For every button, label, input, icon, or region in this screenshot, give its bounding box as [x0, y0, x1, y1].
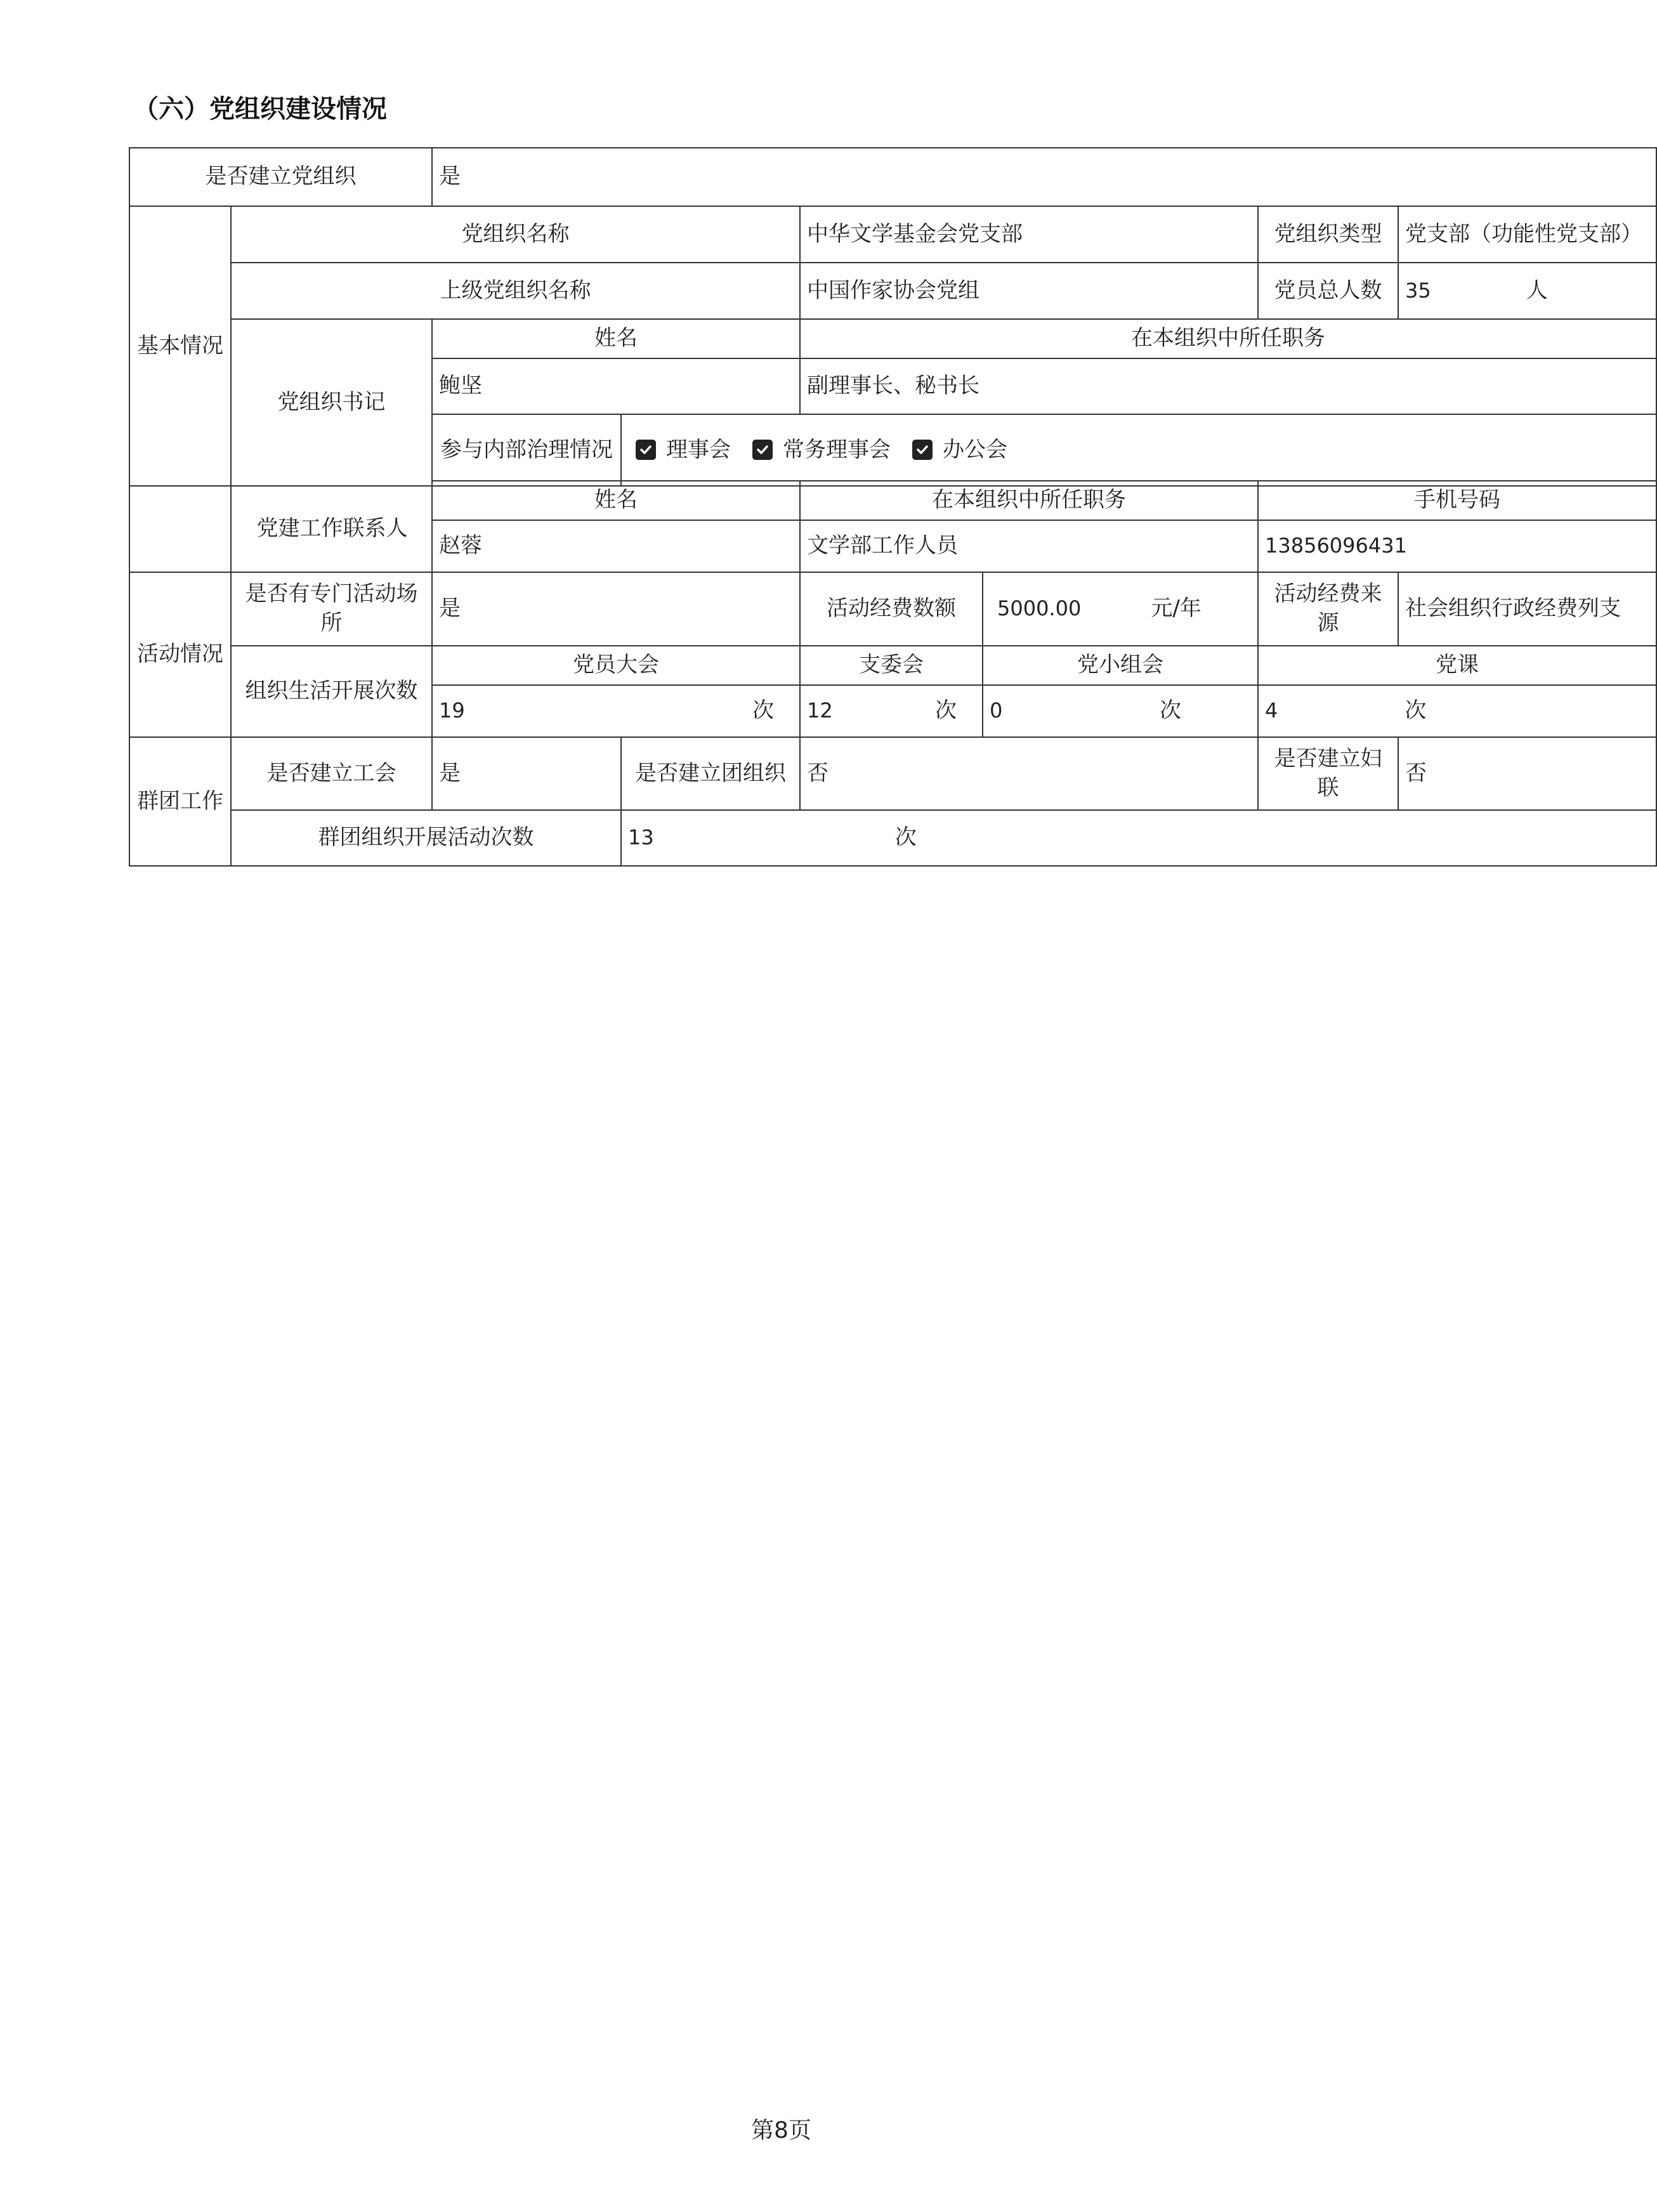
basic-section-continuation [129, 481, 231, 572]
meeting-count-unit: 次 [935, 698, 957, 724]
section-heading: （六）党组织建设情况 [133, 95, 387, 124]
contact-label-overlay: 党建工作联系人 [256, 515, 408, 541]
governance-option-label: 常务理事会 [783, 436, 891, 462]
established-label: 是否建立党组织 [129, 148, 432, 206]
page-number: 第8页 [751, 2117, 811, 2143]
mass-activities-cell [621, 810, 1656, 866]
established-value: 是 [432, 148, 1656, 206]
funds-source-value: 社会组织行政经费列支 [1398, 572, 1656, 646]
mass-activities-label: 群团组织开展活动次数 [231, 810, 621, 866]
mass-activities-value: 13 [628, 825, 654, 850]
parent-org-label: 上级党组织名称 [231, 263, 800, 319]
contact-post: 文学部工作人员 [800, 520, 1258, 572]
parent-org-value: 中国作家协会党组 [800, 263, 1258, 319]
meeting-count-cell [432, 685, 800, 737]
org-type-value: 党支部（功能性党支部） [1398, 206, 1656, 263]
contact-name-header: 姓名 [432, 481, 800, 520]
meeting-count: 4 [1265, 698, 1278, 723]
meeting-type-lecture: 党课 [1258, 646, 1656, 685]
checkbox-checked-icon[interactable] [912, 440, 933, 460]
union-label: 是否建立工会 [231, 737, 432, 810]
mass-section-label: 群团工作 [129, 737, 231, 866]
members-unit: 人 [1526, 277, 1548, 303]
meeting-type-group: 党小组会 [983, 646, 1258, 685]
meetings-label: 组织生活开展次数 [231, 646, 432, 737]
meeting-type-branch-committee: 支委会 [800, 646, 983, 685]
funds-cell [983, 572, 1258, 646]
secretary-name-header: 姓名 [432, 319, 800, 358]
mass-activities-unit: 次 [894, 825, 917, 851]
governance-option-office-meeting[interactable] [912, 436, 1007, 465]
league-value: 否 [800, 737, 1258, 810]
contact-post-header: 在本组织中所任职务 [800, 481, 1258, 520]
meeting-count: 0 [990, 698, 1003, 723]
funds-unit: 元/年 [1151, 596, 1202, 622]
checkbox-checked-icon[interactable] [752, 440, 773, 460]
venue-label: 是否有专门活动场所 [231, 572, 432, 646]
funds-label: 活动经费数额 [800, 572, 983, 646]
governance-option-standing-board[interactable] [752, 436, 891, 465]
org-type-label: 党组织类型 [1258, 206, 1398, 263]
meeting-count-unit: 次 [1160, 698, 1181, 724]
secretary-post: 副理事长、秘书长 [800, 358, 1656, 414]
union-value: 是 [432, 737, 621, 810]
members-cell [1398, 263, 1656, 319]
secretary-label: 党组织书记 [231, 319, 432, 486]
org-name-label: 党组织名称 [231, 206, 800, 263]
venue-value: 是 [432, 572, 800, 646]
secretary-name: 鲍坚 [432, 358, 800, 414]
governance-option-board[interactable] [636, 436, 731, 465]
checkbox-checked-icon[interactable] [636, 440, 656, 460]
meeting-count: 12 [807, 698, 833, 723]
activity-section-label: 活动情况 [129, 572, 231, 737]
governance-option-label: 办公会 [943, 436, 1007, 462]
women-value: 否 [1398, 737, 1656, 810]
meeting-count-cell [800, 685, 983, 737]
basic-section-label: 基本情况 [129, 206, 231, 486]
league-label: 是否建立团组织 [621, 737, 800, 810]
meeting-count: 19 [439, 698, 465, 723]
members-value: 35 [1405, 278, 1431, 303]
funds-source-label: 活动经费来源 [1258, 572, 1398, 646]
party-org-table [129, 147, 1657, 487]
meeting-count-cell [1258, 685, 1656, 737]
governance-options [621, 414, 1656, 486]
members-label: 党员总人数 [1258, 263, 1398, 319]
org-name-value: 中华文学基金会党支部 [800, 206, 1258, 263]
funds-value: 5000.00 [997, 596, 1082, 621]
women-label: 是否建立妇联 [1258, 737, 1398, 810]
governance-label: 参与内部治理情况 [432, 414, 621, 486]
meeting-count-cell [983, 685, 1258, 737]
meeting-type-party-congress: 党员大会 [432, 646, 800, 685]
contact-name: 赵蓉 [432, 520, 800, 572]
governance-option-label: 理事会 [666, 436, 731, 462]
meeting-count-unit: 次 [752, 698, 774, 724]
contact-phone: 13856096431 [1258, 520, 1656, 572]
contact-phone-header: 手机号码 [1258, 481, 1656, 520]
secretary-post-header: 在本组织中所任职务 [800, 319, 1656, 358]
meeting-count-unit: 次 [1405, 698, 1427, 724]
